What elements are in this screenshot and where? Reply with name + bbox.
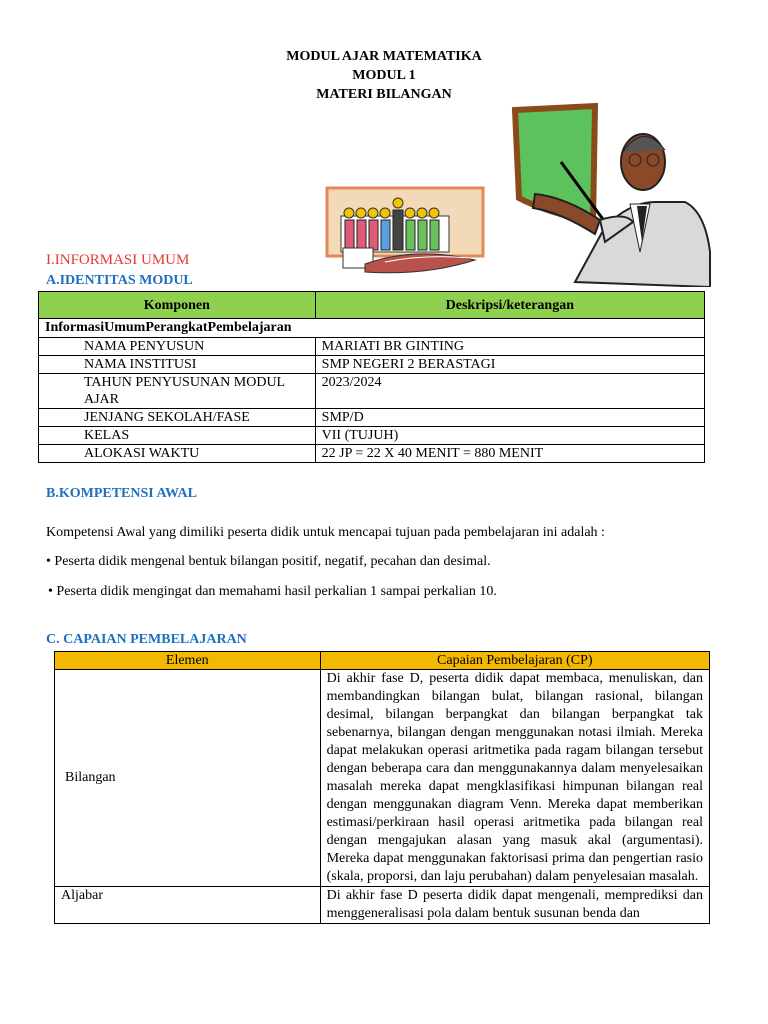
row-cp: Di akhir fase D peserta didik dapat mengenali, memprediksi dan menggeneralisasi pola dalam bentuk susunan benda dan [320,887,709,924]
section-capaian-pembelajaran-heading: C. CAPAIAN PEMBELAJARAN [46,632,247,647]
table-group-row [39,319,705,338]
kompetensi-intro: Kompetensi Awal yang dimiliki peserta didik untuk mencapai tujuan pada pembelajaran ini adalah : [46,525,605,540]
row-komponen: TAHUN PENYUSUNAN MODUL AJAR [39,374,316,409]
table-row [55,670,710,887]
table-row [39,427,705,445]
doc-title: MODUL AJAR MATEMATIKA [286,49,482,64]
row-deskripsi: SMP NEGERI 2 BERASTAGI [315,356,704,374]
table-row [39,409,705,427]
row-komponen: NAMA PENYUSUN [39,338,316,356]
kompetensi-bullet: • Peserta didik mengenal bentuk bilangan positif, negatif, pecahan dan desimal. [46,554,491,569]
row-komponen: NAMA INSTITUSI [39,356,316,374]
section-kompetensi-awal-heading: B.KOMPETENSI AWAL [46,486,197,501]
row-deskripsi: 22 JP = 22 X 40 MENIT = 880 MENIT [315,445,704,463]
row-deskripsi: SMP/D [315,409,704,427]
row-elemen: Bilangan [55,670,321,887]
header-cp: Capaian Pembelajaran (CP) [320,652,709,670]
identitas-modul-table [38,291,705,463]
row-cp: Di akhir fase D, peserta didik dapat membaca, menuliskan, dan membandingkan bilangan bulat, bilangan rasional, bilangan desimal, bilangan berpangkat dan bilangan berpangkat tak sebenarnya, bilangan dengan menggunakan notasi ilmiah. Mereka dapat melakukan operasi aritmetika pada ragam bilangan tersebut dengan beberapa cara dan menggunakannya dalam menyelesaikan masalah mereka dapat mengklasifikasi himpunan bilangan real dengan menggunakan diagram Venn. Mereka dapat memberikan estimasi/perkiraan hasil operasi aritmetika pada bilangan real dengan mengajukan alasan yang masuk akal (argumentasi). Mereka dapat menggunakan faktorisasi prima dan pengertian rasio (skala, proporsi, dan laju perubahan) dalam penyelesaian masalah. [320,670,709,887]
kompetensi-bullet: • Peserta didik mengingat dan memahami hasil perkalian 1 sampai perkalian 10. [48,584,497,599]
table-row [55,887,710,924]
header-komponen: Komponen [39,292,316,319]
row-komponen: KELAS [39,427,316,445]
table-header-row [39,292,705,319]
header-deskripsi: Deskripsi/keterangan [315,292,704,319]
teacher-pointing-board-clipart-icon [505,102,715,287]
row-elemen: Aljabar [55,887,321,924]
row-deskripsi: MARIATI BR GINTING [315,338,704,356]
group-label: InformasiUmumPerangkatPembelajaran [39,319,705,338]
section-identitas-modul-heading: A.IDENTITAS MODUL [46,273,193,288]
table-row [39,356,705,374]
table-row [39,338,705,356]
doc-module-number: MODUL 1 [352,68,416,83]
row-komponen: JENJANG SEKOLAH/FASE [39,409,316,427]
candles-clipart-icon [325,186,485,278]
doc-subject: MATERI BILANGAN [316,87,452,102]
capaian-pembelajaran-table [54,651,710,924]
table-row [39,445,705,463]
row-deskripsi: 2023/2024 [315,374,704,409]
section-informasi-umum-heading: I.INFORMASI UMUM [46,252,190,268]
table-row [39,374,705,409]
row-komponen: ALOKASI WAKTU [39,445,316,463]
header-elemen: Elemen [55,652,321,670]
row-deskripsi: VII (TUJUH) [315,427,704,445]
table-header-row [55,652,710,670]
